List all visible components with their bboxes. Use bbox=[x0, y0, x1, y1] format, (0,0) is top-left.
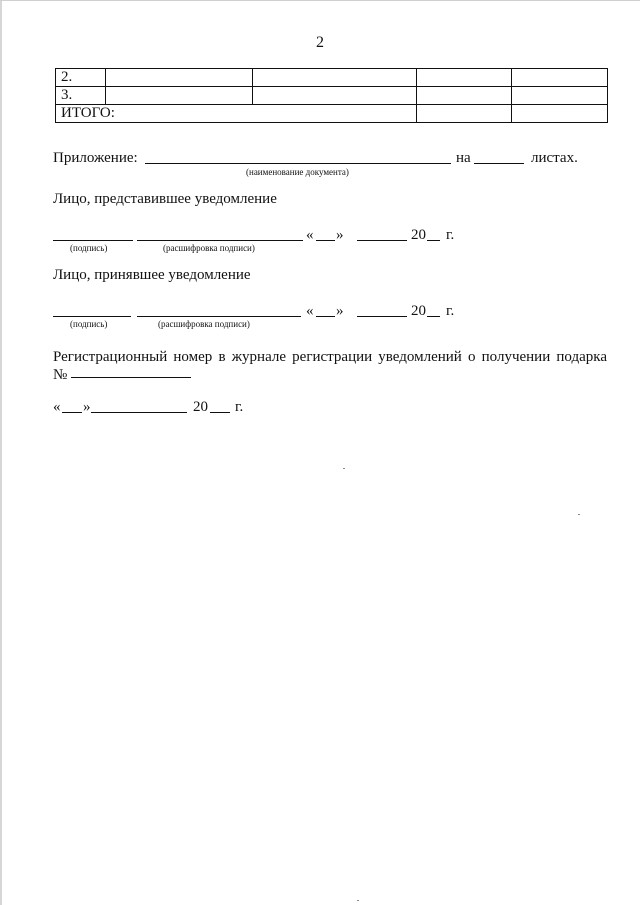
registration-number-sign: № bbox=[53, 367, 68, 383]
submitter-g: г. bbox=[446, 227, 455, 243]
table-cell bbox=[512, 105, 608, 123]
submitter-decode-line[interactable] bbox=[137, 240, 303, 241]
page-number: 2 bbox=[316, 34, 324, 51]
attachment-sheets-line[interactable] bbox=[474, 163, 524, 164]
registration-year-line[interactable] bbox=[210, 412, 230, 413]
scan-edge-left bbox=[0, 0, 2, 905]
submitter-heading: Лицо, представившее уведомление bbox=[53, 191, 277, 207]
registration-day-line[interactable] bbox=[62, 412, 82, 413]
receiver-quote-open: « bbox=[306, 303, 314, 319]
attachment-doc-caption: (наименование документа) bbox=[246, 167, 349, 177]
submitter-quote-open: « bbox=[306, 227, 314, 243]
receiver-sign-caption: (подпись) bbox=[70, 319, 108, 329]
row-number: 2. bbox=[56, 69, 106, 87]
attachment-on: на bbox=[456, 150, 471, 166]
table-cell bbox=[253, 87, 417, 105]
submitter-sign-caption: (подпись) bbox=[70, 243, 108, 253]
registration-text: Регистрационный номер в журнале регистрации уведомлений о получении подарка bbox=[53, 349, 607, 365]
submitter-year: 20 bbox=[411, 227, 426, 243]
receiver-g: г. bbox=[446, 303, 455, 319]
table-cell bbox=[253, 69, 417, 87]
attachment-label: Приложение: bbox=[53, 150, 138, 166]
scan-speck bbox=[343, 468, 345, 469]
table-cell bbox=[106, 69, 253, 87]
scan-speck bbox=[578, 514, 580, 515]
table-row bbox=[56, 87, 608, 105]
gift-table bbox=[55, 68, 608, 123]
attachment-doc-line[interactable] bbox=[145, 163, 451, 164]
scan-edge-top bbox=[0, 0, 640, 1]
receiver-decode-caption: (расшифровка подписи) bbox=[158, 319, 250, 329]
table-cell bbox=[512, 69, 608, 87]
registration-g: г. bbox=[235, 399, 244, 415]
table-cell bbox=[417, 105, 512, 123]
attachment-sheets: листах. bbox=[531, 150, 578, 166]
receiver-heading: Лицо, принявшее уведомление bbox=[53, 267, 251, 283]
registration-quote-close: » bbox=[83, 399, 91, 415]
total-label: ИТОГО: bbox=[56, 105, 417, 123]
table-cell bbox=[417, 87, 512, 105]
table-cell bbox=[417, 69, 512, 87]
receiver-year-line[interactable] bbox=[427, 316, 440, 317]
table-row bbox=[56, 69, 608, 87]
scan-speck bbox=[357, 900, 359, 901]
registration-month-line[interactable] bbox=[91, 412, 187, 413]
registration-number-line[interactable] bbox=[71, 377, 191, 378]
submitter-quote-close: » bbox=[336, 227, 344, 243]
table-total-row bbox=[56, 105, 608, 123]
receiver-quote-close: » bbox=[336, 303, 344, 319]
registration-quote-open: « bbox=[53, 399, 61, 415]
submitter-signature-line[interactable] bbox=[53, 240, 133, 241]
table-cell bbox=[106, 87, 253, 105]
registration-year: 20 bbox=[193, 399, 208, 415]
receiver-signature-line[interactable] bbox=[53, 316, 131, 317]
receiver-day-line[interactable] bbox=[316, 316, 335, 317]
submitter-decode-caption: (расшифровка подписи) bbox=[163, 243, 255, 253]
submitter-year-line[interactable] bbox=[427, 240, 440, 241]
row-number: 3. bbox=[56, 87, 106, 105]
table-cell bbox=[512, 87, 608, 105]
submitter-day-line[interactable] bbox=[316, 240, 335, 241]
submitter-month-line[interactable] bbox=[357, 240, 407, 241]
receiver-decode-line[interactable] bbox=[137, 316, 301, 317]
receiver-year: 20 bbox=[411, 303, 426, 319]
receiver-month-line[interactable] bbox=[357, 316, 407, 317]
